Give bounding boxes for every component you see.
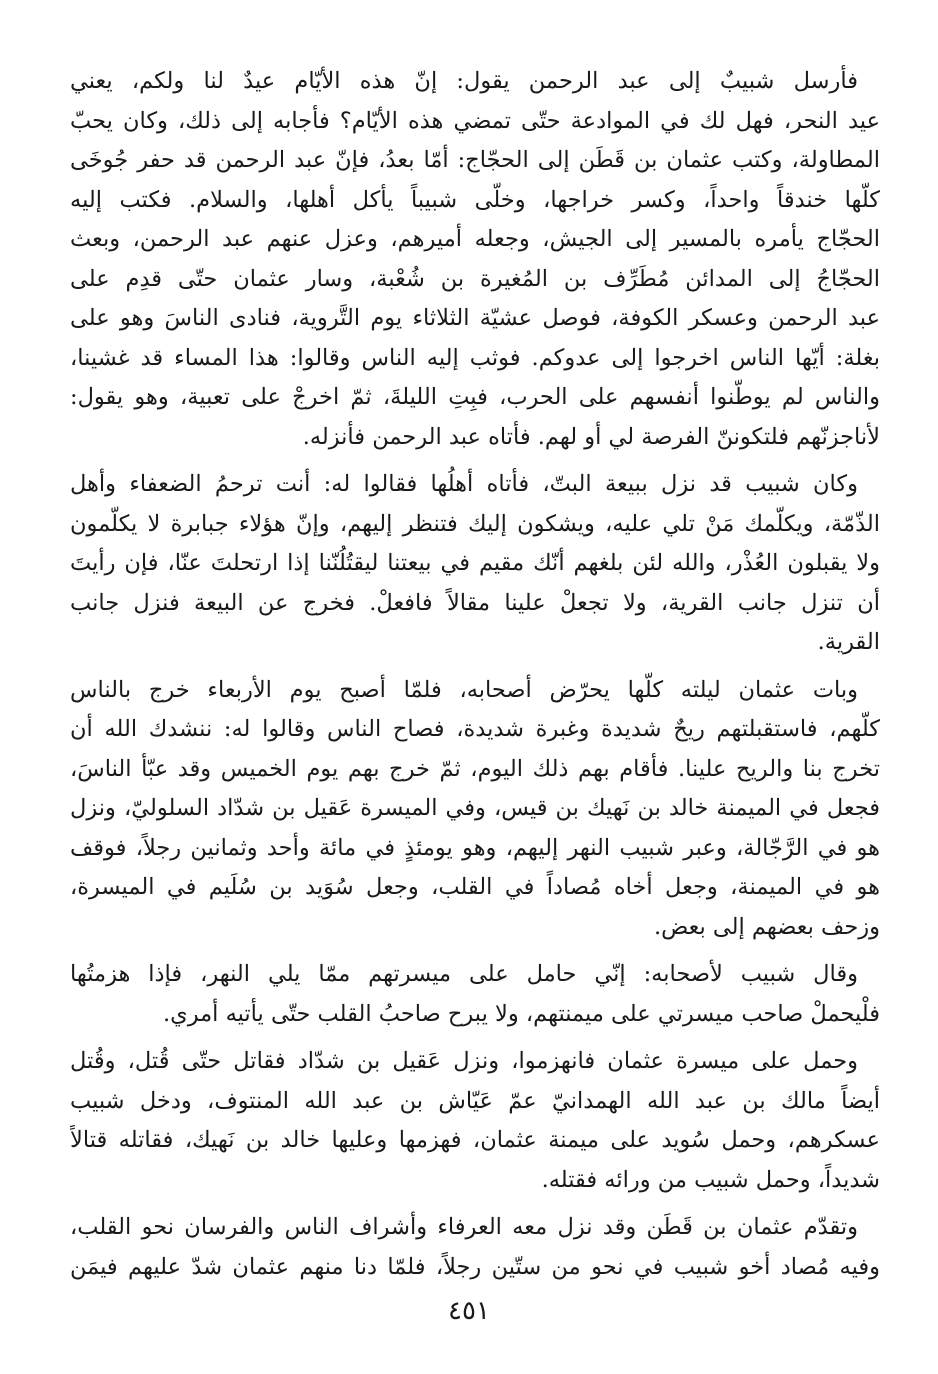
text-line: وبات عثمان ليلته كلّها يحرّض أصحابه، فلمّا أصبح يوم الأربعاء خرج بالناس [70, 676, 858, 703]
page-number: ٤٥١ [448, 1296, 490, 1326]
text-line: الحجّاجُ إلى المدائن مُطَرِّف بن المُغيرة بن شُعْبة، وسار عثمان حتّى قدِم على [70, 265, 880, 292]
text-line: فلْيحملْ صاحب ميسرتي على ميمنتهم، ولا يبرح صاحبُ القلب حتّى يأتيه أمري. [162, 1000, 880, 1027]
text-line: تخرج بنا والريح علينا. فأقام بهم ذلك اليوم، ثمّ خرج بهم يوم الخميس وقد عبّأ الناسَ، [70, 755, 880, 782]
text-line: الحجّاج يأمره بالمسير إلى الجيش، وجعله أميرهم، وعزل عنهم عبد الرحمن، وبعث [70, 226, 880, 252]
text-line: لأناجزنّهم فلتكوننّ الفرصة لي أو لهم. فأتاه عبد الرحمن فأنزله. [302, 423, 880, 450]
text-line: وتقدّم عثمان بن قَطَن وقد نزل معه العرفاء وأشراف الناس والفرسان نحو القلب، [70, 1214, 858, 1240]
text-line: وفيه مُصاد أخو شبيب في نحو من ستّين رجلاً، فلمّا دنا منهم عثمان شدّ عليهم فيمَن [70, 1253, 880, 1280]
text-line: هو في الرَّجّالة، وعبر شبيب النهر إليهم، وهو يومئذٍ في مائة وأحد وثمانين رجلاً، فوقف [70, 834, 880, 861]
paragraph-3 [70, 671, 880, 948]
text-line: كلّهم، فاستقبلتهم ريحٌ شديدة وغبرة شديدة، فصاح الناس وقالوا له: ننشدك الله أن [70, 716, 880, 742]
paragraph-1 [70, 62, 880, 457]
paragraph-2 [70, 465, 880, 663]
text-line: بغلة: أيّها الناس اخرجوا إلى عدوكم. فوثب إليه الناس وقالوا: هذا المساء قد غشينا، [70, 344, 880, 371]
text-line: القرية. [817, 629, 880, 655]
page-body [70, 62, 880, 1295]
paragraph-4 [70, 955, 880, 1034]
text-line: فجعل في الميمنة خالد بن نَهيك بن قيس، وفي الميسرة عَقيل بن شدّاد السلوليّ، ونزل [70, 795, 880, 821]
text-line: فأرسل شبيبٌ إلى عبد الرحمن يقول: إنّ هذه الأيّام عيدٌ لنا ولكم، يعني [70, 68, 858, 94]
text-line: ولا يقبلون العُذْر، والله لئن بلغهم أنّك مقيم في بيعتنا ليقتُلُنّنا إذا ارتحلتَ عنّا، فإن رأيتَ [70, 550, 880, 576]
text-line: وزحف بعضهم إلى بعض. [653, 913, 880, 940]
text-line: شديداً، وحمل شبيب من ورائه فقتله. [541, 1166, 880, 1193]
text-line: والناس لم يوطّنوا أنفسهم على الحرب، فبِتِ الليلةَ، ثمّ اخرجْ على تعبية، وهو يقول: [70, 384, 880, 410]
text-line: كلّها خندقاً واحداً، وكسر خراجها، وخلّى شبيباً يأكل أهلها، والسلام. فكتب إليه [70, 186, 880, 213]
text-line: عسكرهم، وحمل سُويد على ميمنة عثمان، فهزمها وعليها خالد بن نَهيك، فقاتله قتالاً [70, 1127, 880, 1153]
paragraph-5 [70, 1042, 880, 1200]
text-line: هو في الميمنة، وجعل أخاه مُصاداً في القلب، وجعل سُوَيد بن سُلَيم في الميسرة، [70, 874, 880, 900]
text-line: المطاولة، وكتب عثمان بن قَطَن إلى الحجّاج: أمّا بعدُ، فإنّ عبد الرحمن قد حفر جُوخَى [70, 147, 880, 173]
text-line: وكان شبيب قد نزل ببيعة البتّ، فأتاه أهلُها فقالوا له: أنت ترحمُ الضعفاء وأهل [70, 471, 858, 497]
text-line: أيضاً مالك بن عبد الله الهمدانيّ عمّ عَيّاش بن عبد الله المنتوف، ودخل شبيب [70, 1087, 880, 1114]
paragraph-6 [70, 1208, 880, 1287]
text-line: وحمل على ميسرة عثمان فانهزموا، ونزل عَقيل بن شدّاد فقاتل حتّى قُتل، وقُتل [70, 1048, 858, 1074]
text-line: وقال شبيب لأصحابه: إنّي حامل على ميسرتهم ممّا يلي النهر، فإذا هزمتُها [70, 961, 858, 987]
text-line: عبد الرحمن وعسكر الكوفة، فوصل عشيّة الثلاثاء يوم التَّروية، فنادى الناسَ وهو على [70, 305, 880, 331]
text-line: أن تنزل جانب القرية، ولا تجعلْ علينا مقالاً فافعلْ. فخرج عن البيعة فنزل جانب [70, 589, 880, 616]
text-line: عيد النحر، فهل لك في الموادعة حتّى تمضي هذه الأيّام؟ فأجابه إلى ذلك، وكان يحبّ [70, 107, 880, 134]
text-line: الذّمّة، ويكلّمك مَنْ تلي عليه، ويشكون إليك فتنظر إليهم، وإنّ هؤلاء جبابرة لا يكلّمون [70, 510, 880, 537]
